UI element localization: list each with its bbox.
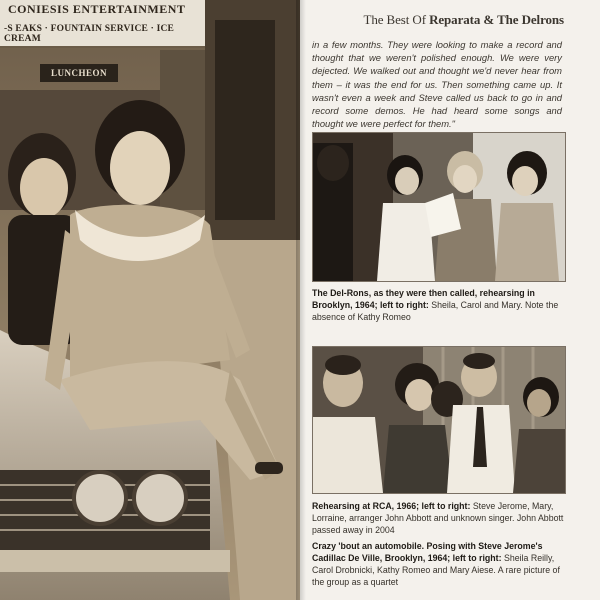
running-title-prefix: The Best Of bbox=[363, 12, 430, 27]
caption-car-hood-body: Sheila Reilly, Carol Drobnicki, Kathy Romeo and Mary Aiese. A rare picture of the group as a quartet bbox=[312, 553, 560, 587]
caption-rehearsal-rca-lead: Rehearsing at RCA, 1966; left to right: bbox=[312, 501, 471, 511]
caption-car-hood-lead: Crazy 'bout an automobile. Posing with Steve Jerome's Cadillac De Ville, Brooklyn, 1964; left to right: bbox=[312, 541, 543, 563]
caption-rehearsal-rca bbox=[312, 500, 564, 536]
rehearsal-brooklyn-photo bbox=[312, 132, 566, 282]
caption-rehearsal-brooklyn-lead: The Del-Rons, as they were then called, rehearsing in Brooklyn, 1964; left to right: bbox=[312, 288, 535, 310]
luncheon-sign: LUNCHEON bbox=[40, 64, 118, 82]
caption-rehearsal-brooklyn-body: Sheila, Carol and Mary. Note the absence of Kathy Romeo bbox=[312, 300, 559, 322]
caption-rehearsal-brooklyn bbox=[312, 287, 564, 323]
rehearsal-rca-illustration bbox=[313, 347, 565, 493]
caption-rehearsal-rca-body: Steve Jerome, Mary, Lorraine, arranger John Abbott and unknown singer. John Abbott passed away in 2004 bbox=[312, 501, 564, 535]
caption-car-hood bbox=[312, 540, 564, 588]
running-title bbox=[364, 12, 565, 28]
storefront-sign-line2: -S EAKS · FOUNTAIN SERVICE · ICE CREAM bbox=[4, 24, 175, 44]
right-page bbox=[304, 0, 600, 600]
rehearsal-rca-photo bbox=[312, 346, 566, 494]
storefront-sign-line1: CONIESIS ENTERTAINMENT bbox=[8, 2, 186, 16]
intro-paragraph: in a few months. They were looking to make a record and thought that we weren't polished enough. We were very dejected. We walked out and thought we'd never hear from them – it was the end for us. Then something came up. It wasn't even a week and Steve called us back to go in and record some demos. He had heard some songs and thought we were perfect for them." bbox=[312, 39, 562, 130]
storefront-sign bbox=[0, 0, 205, 48]
running-title-brand: Reparata & The Delrons bbox=[429, 12, 564, 27]
rehearsal-brooklyn-illustration bbox=[313, 133, 565, 281]
